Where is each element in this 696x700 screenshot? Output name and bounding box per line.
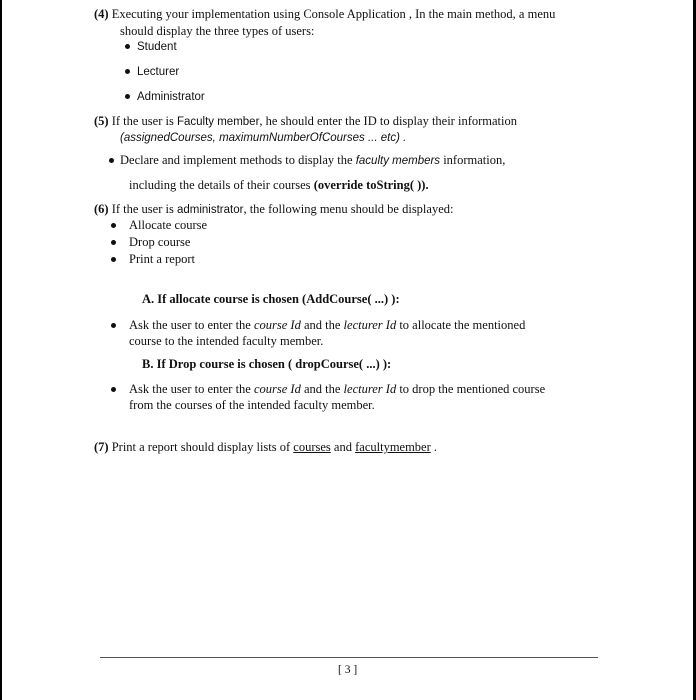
page-number: [ 3 ] [338,664,358,676]
section-5-line2: (assignedCourses, maximumNumberOfCourses ... etc) . [120,132,407,144]
admin-option-report: Print a report [129,252,195,266]
bullet-icon [125,94,130,99]
admin-option-drop: Drop course [129,235,191,249]
bullet-icon [111,223,116,228]
subsection-a-line1: Ask the user to enter the course Id and the lecturer Id to allocate the mentioned [129,318,526,332]
bullet-icon [111,323,116,328]
footer-divider [100,657,598,658]
bullet-icon [125,69,130,74]
bullet-icon [111,257,116,262]
section-7: (7) Print a report should display lists of courses and facultymember . [94,440,438,454]
subsection-b-line2: from the courses of the intended faculty member. [129,398,375,412]
menu-option-lecturer: Lecturer [137,66,180,78]
admin-option-allocate: Allocate course [129,218,208,232]
section-6-line1: (6) If the user is administrator, the following menu should be displayed: [94,202,454,216]
subsection-a-line2: course to the intended faculty member. [129,334,324,348]
subsection-b-line1: Ask the user to enter the course Id and the lecturer Id to drop the mentioned course [129,382,546,396]
subsection-b-title: B. If Drop course is chosen ( dropCourse( ...) ): [142,357,392,371]
bullet-icon [111,240,116,245]
menu-option-administrator: Administrator [137,91,205,103]
subsection-a-title: A. If allocate course is chosen (AddCourse( ...) ): [142,292,400,306]
section-5-bullet-line1: Declare and implement methods to display the faculty members information, [120,153,506,167]
bullet-icon [109,158,114,163]
menu-option-student: Student [137,41,177,53]
bullet-icon [125,44,130,49]
section-4-line2: should display the three types of users: [120,24,315,38]
bullet-icon [111,387,116,392]
section-5-bullet-line2: including the details of their courses (override toString( )). [129,178,429,192]
section-5-line1: (5) If the user is Faculty member, he should enter the ID to display their information [94,114,517,128]
document-page [2,0,693,700]
section-4-line1: (4) Executing your implementation using Console Application , In the main method, a menu [94,7,556,21]
